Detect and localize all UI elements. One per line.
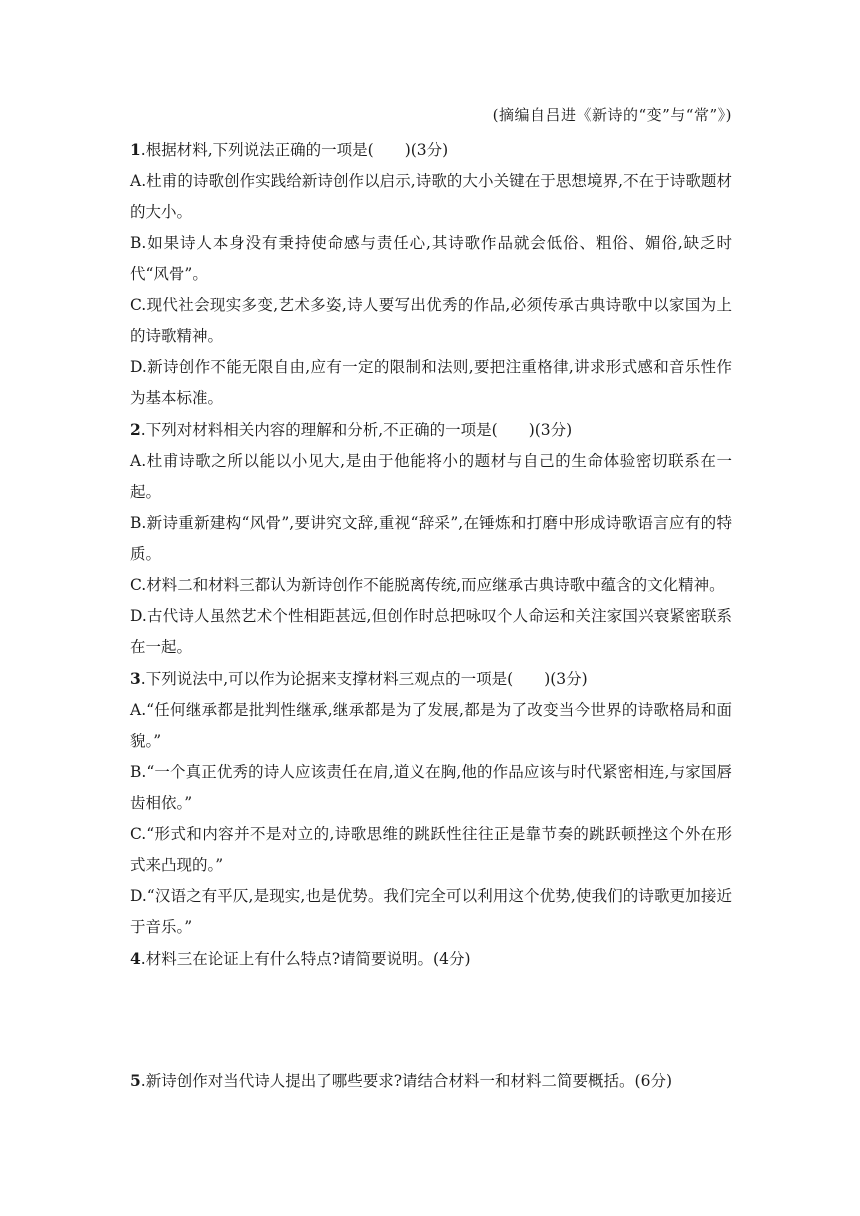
question-number: 2 <box>130 420 141 439</box>
option-3c: C.“形式和内容并不是对立的,诗歌思维的跳跃性往往正是靠节奏的跳跃顿挫这个外在形式来凸现的。” <box>130 825 732 874</box>
question-4 <box>130 943 732 975</box>
option-2a: A.杜甫诗歌之所以能以小见大,是由于他能将小的题材与自己的生命体验密切联系在一起。 <box>130 452 732 501</box>
option-1a: A.杜甫的诗歌创作实践给新诗创作以启示,诗歌的大小关键在于思想境界,不在于诗歌题材的大小。 <box>130 172 732 221</box>
question-stem: .下列说法中,可以作为论据来支撑材料三观点的一项是( )(3分) <box>140 670 588 688</box>
option-2d: D.古代诗人虽然艺术个性相距甚远,但创作时总把咏叹个人命运和关注家国兴衰紧密联系在一起。 <box>130 607 732 656</box>
option-2b: B.新诗重新建构“风骨”,要讲究文辞,重视“辞采”,在锤炼和打磨中形成诗歌语言应有的特质。 <box>130 514 732 563</box>
question-stem: .新诗创作对当代诗人提出了哪些要求?请结合材料一和材料二简要概括。(6分) <box>140 1072 672 1090</box>
option-1b: B.如果诗人本身没有秉持使命感与责任心,其诗歌作品就会低俗、粗俗、媚俗,缺乏时代“风骨”。 <box>130 234 732 283</box>
question-number: 4 <box>130 949 141 968</box>
question-number: 5 <box>130 1071 141 1090</box>
question-stem: .材料三在论证上有什么特点?请简要说明。(4分) <box>140 950 471 968</box>
option-3d: D.“汉语之有平仄,是现实,也是优势。我们完全可以利用这个优势,使我们的诗歌更加接近于音乐。” <box>130 887 732 936</box>
question-1 <box>130 134 732 166</box>
source-citation: (摘编自吕进《新诗的“变”与“常”》) <box>492 106 732 124</box>
option-1c: C.现代社会现实多变,艺术多姿,诗人要写出优秀的作品,必须传承古典诗歌中以家国为上的诗歌精神。 <box>130 296 732 345</box>
option-3a: A.“任何继承都是批判性继承,继承都是为了发展,都是为了改变当今世界的诗歌格局和面貌。” <box>130 701 732 750</box>
question-number: 1 <box>130 140 141 159</box>
question-2 <box>130 414 732 446</box>
question-5 <box>130 1065 732 1097</box>
answer-space <box>130 975 732 1065</box>
question-stem: .根据材料,下列说法正确的一项是( )(3分) <box>140 141 449 159</box>
option-1d: D.新诗创作不能无限自由,应有一定的限制和法则,要把注重格律,讲求形式感和音乐性作为基本标准。 <box>130 358 732 407</box>
question-list <box>130 134 732 1097</box>
option-2c: C.材料二和材料三都认为新诗创作不能脱离传统,而应继承古典诗歌中蕴含的文化精神。 <box>130 576 725 594</box>
question-3 <box>130 663 732 695</box>
option-3b: B.“一个真正优秀的诗人应该责任在肩,道义在胸,他的作品应该与时代紧密相连,与家国唇齿相依。” <box>130 763 732 812</box>
question-stem: .下列对材料相关内容的理解和分析,不正确的一项是( )(3分) <box>140 421 573 439</box>
question-number: 3 <box>130 669 141 688</box>
